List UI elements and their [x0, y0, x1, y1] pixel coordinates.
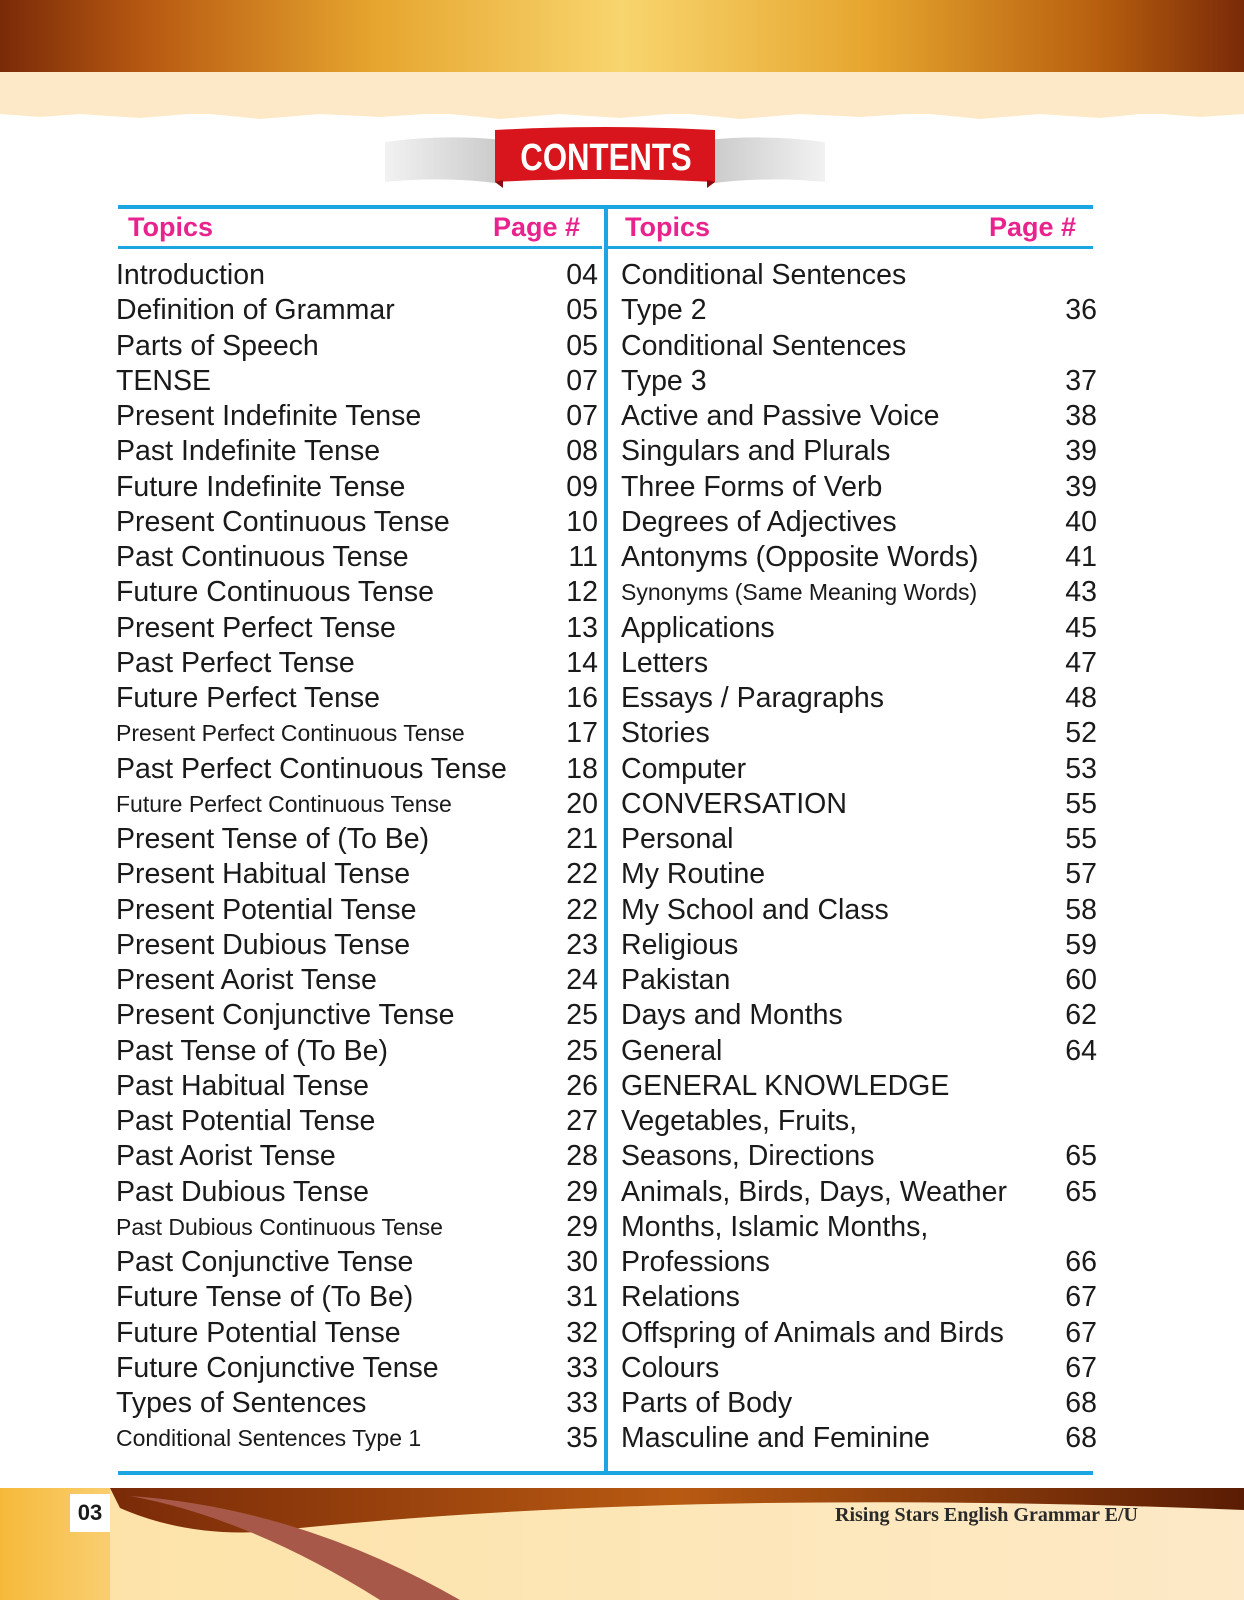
contents-row	[621, 681, 1096, 716]
topic-label: GENERAL KNOWLEDGE	[621, 1069, 950, 1102]
contents-row	[116, 505, 596, 540]
contents-row	[116, 893, 596, 928]
contents-row	[621, 1351, 1096, 1386]
topic-label: Past Aorist Tense	[116, 1140, 336, 1173]
page-number-label: 04	[566, 259, 598, 291]
topic-label: Present Indefinite Tense	[116, 400, 422, 432]
topic-label: Letters	[621, 646, 709, 679]
contents-row	[621, 1104, 1096, 1139]
left-page-header: Page #	[493, 212, 581, 242]
contents-row	[621, 611, 1096, 646]
page-number-label: 22	[566, 858, 598, 891]
contents-row	[621, 1034, 1096, 1069]
page-number-label: 55	[1065, 823, 1097, 855]
page-number-label: 58	[1065, 893, 1097, 926]
page-number-label: 65	[1065, 1175, 1097, 1208]
page-number-label: 27	[566, 1105, 598, 1137]
page-number-label: 17	[566, 717, 598, 750]
contents-row	[621, 329, 1096, 364]
page-number-label: 23	[566, 928, 598, 961]
page-number-label: 52	[1065, 717, 1097, 750]
topic-label: Applications	[621, 611, 775, 644]
page-number-label: 25	[566, 1034, 598, 1067]
contents-row	[621, 1245, 1096, 1280]
contents-row	[621, 1210, 1096, 1245]
topic-label: Future Indefinite Tense	[116, 470, 406, 503]
topic-label: Colours	[621, 1351, 720, 1384]
topic-label: Present Perfect Tense	[116, 611, 396, 644]
topic-label: Offspring of Animals and Birds	[621, 1316, 1004, 1349]
topic-label: Parts of Body	[621, 1387, 793, 1419]
contents-row	[116, 611, 596, 646]
topic-label: Degrees of Adjectives	[621, 505, 897, 538]
right-page-header: Page #	[989, 212, 1077, 242]
page-number-label: 18	[566, 752, 598, 785]
contents-row	[621, 857, 1096, 892]
page-number-label: 20	[566, 787, 598, 820]
contents-row	[116, 470, 596, 505]
topic-label: Personal	[621, 823, 734, 855]
contents-row	[621, 258, 1096, 293]
topic-label: Present Potential Tense	[116, 893, 417, 926]
page-number-label: 38	[1065, 400, 1097, 432]
contents-row	[116, 1245, 596, 1280]
header-underline-right	[606, 246, 1093, 249]
right-contents-column	[621, 258, 1096, 1457]
topic-label: Past Dubious Tense	[116, 1175, 369, 1208]
page-number-label: 67	[1065, 1351, 1097, 1384]
header-underline-left	[118, 246, 602, 249]
page-number-label: 62	[1065, 999, 1097, 1032]
page-number-label: 11	[568, 541, 598, 573]
contents-row	[621, 998, 1096, 1033]
topic-label: Active and Passive Voice	[621, 400, 940, 432]
topic-label: Type 2	[621, 294, 707, 327]
page-number-label: 05	[566, 294, 598, 327]
contents-row	[621, 963, 1096, 998]
topic-label: Past Conjunctive Tense	[116, 1246, 414, 1278]
contents-row	[621, 575, 1096, 610]
contents-row	[116, 1386, 596, 1421]
topic-label: Synonyms (Same Meaning Words)	[621, 579, 978, 606]
page-number-label: 32	[566, 1316, 598, 1349]
contents-row	[116, 646, 596, 681]
topic-label: Present Dubious Tense	[116, 928, 411, 961]
contents-row	[116, 399, 596, 434]
topic-label: Days and Months	[621, 999, 843, 1032]
topic-label: Introduction	[116, 259, 265, 291]
page-number-label: 67	[1065, 1281, 1097, 1314]
page-number-label: 26	[566, 1069, 598, 1102]
contents-row	[116, 1280, 596, 1315]
page-number-label: 31	[566, 1281, 598, 1314]
contents-row	[621, 1386, 1096, 1421]
contents-row	[621, 364, 1096, 399]
page-number-label: 39	[1065, 435, 1097, 468]
contents-row	[116, 963, 596, 998]
column-divider	[604, 205, 608, 1475]
page-number-label: 39	[1065, 470, 1097, 503]
topic-label: General	[621, 1034, 723, 1067]
contents-row	[116, 857, 596, 892]
topic-label: Past Perfect Tense	[116, 646, 355, 679]
contents-row	[116, 822, 596, 857]
page-number-label: 36	[1065, 294, 1097, 327]
book-title: Rising Stars English Grammar E/U	[835, 1504, 1138, 1526]
topic-label: Professions	[621, 1246, 770, 1278]
topic-label: CONVERSATION	[621, 787, 847, 820]
page-number-label: 33	[566, 1351, 598, 1384]
topic-label: Relations	[621, 1281, 740, 1314]
topic-label: Future Perfect Continuous Tense	[116, 790, 452, 817]
page-number-label: 37	[1065, 364, 1097, 397]
contents-row	[621, 434, 1096, 469]
contents-row	[116, 1210, 596, 1245]
topic-label: Past Dubious Continuous Tense	[116, 1213, 443, 1240]
contents-row	[116, 998, 596, 1033]
page-number-label: 48	[1065, 682, 1097, 714]
contents-row	[621, 1316, 1096, 1351]
topic-label: Past Potential Tense	[116, 1105, 376, 1137]
topic-label: Present Tense of (To Be)	[116, 823, 430, 855]
topic-label: Conditional Sentences Type 1	[116, 1425, 422, 1452]
topic-label: Seasons, Directions	[621, 1140, 875, 1173]
topic-label: Animals, Birds, Days, Weather	[621, 1175, 1007, 1208]
left-contents-column	[116, 258, 596, 1457]
page-number-label: 21	[566, 823, 598, 855]
topic-label: Essays / Paragraphs	[621, 682, 884, 714]
contents-row	[116, 575, 596, 610]
page-number-label: 35	[566, 1422, 598, 1455]
topic-label: Parts of Speech	[116, 329, 319, 362]
page-number-label: 64	[1065, 1034, 1097, 1067]
topic-label: Future Potential Tense	[116, 1316, 401, 1349]
page-number-label: 29	[566, 1175, 598, 1208]
page-number-label: 09	[566, 470, 598, 503]
topic-label: Future Tense of (To Be)	[116, 1281, 414, 1314]
page-title: CONTENTS	[520, 137, 692, 179]
topic-label: My School and Class	[621, 893, 889, 926]
topic-label: Pakistan	[621, 964, 731, 996]
page-number-label: 30	[566, 1246, 598, 1278]
topic-label: Present Continuous Tense	[116, 505, 450, 538]
left-topics-header: Topics	[128, 212, 214, 242]
page-number-label: 53	[1065, 752, 1097, 785]
page-number-label: 25	[566, 999, 598, 1032]
page-number-label: 68	[1065, 1422, 1097, 1455]
page-number-label: 07	[566, 400, 598, 432]
page-number: 03	[70, 1494, 110, 1532]
contents-row	[621, 293, 1096, 328]
contents-row	[621, 787, 1096, 822]
contents-row	[621, 1280, 1096, 1315]
page-number-label: 33	[566, 1387, 598, 1419]
page-number-label: 60	[1065, 964, 1097, 996]
topic-label: Singulars and Plurals	[621, 435, 891, 468]
page-number-label: 05	[566, 329, 598, 362]
topic-label: Past Tense of (To Be)	[116, 1034, 388, 1067]
contents-row	[116, 787, 596, 822]
topic-label: Present Habitual Tense	[116, 858, 411, 891]
contents-row	[621, 893, 1096, 928]
contents-row	[621, 716, 1096, 751]
contents-row	[621, 928, 1096, 963]
topic-label: Present Perfect Continuous Tense	[116, 720, 465, 747]
topic-label: Vegetables, Fruits,	[621, 1105, 858, 1137]
contents-row	[116, 434, 596, 469]
topic-label: Conditional Sentences	[621, 259, 907, 291]
contents-row	[116, 258, 596, 293]
page-number-label: 28	[566, 1140, 598, 1173]
topic-label: Present Aorist Tense	[116, 964, 377, 996]
contents-row	[116, 1175, 596, 1210]
page-number-label: 07	[566, 364, 598, 397]
contents-row	[116, 329, 596, 364]
topic-label: Type 3	[621, 364, 707, 397]
page-number-label: 67	[1065, 1316, 1097, 1349]
topic-label: Future Conjunctive Tense	[116, 1351, 439, 1384]
contents-row	[621, 470, 1096, 505]
contents-row	[621, 752, 1096, 787]
topic-label: Definition of Grammar	[116, 294, 395, 327]
contents-row	[621, 822, 1096, 857]
contents-row	[621, 1175, 1096, 1210]
torn-paper-edge	[0, 108, 1244, 124]
topic-label: Past Perfect Continuous Tense	[116, 752, 507, 785]
page-number-label: 24	[566, 964, 598, 996]
contents-row	[621, 505, 1096, 540]
top-decorative-band	[0, 0, 1244, 72]
contents-row	[621, 1069, 1096, 1104]
contents-row	[621, 1139, 1096, 1174]
topic-label: Past Continuous Tense	[116, 541, 409, 573]
page-number-label: 68	[1065, 1387, 1097, 1419]
contents-row	[621, 540, 1096, 575]
topic-label: Antonyms (Opposite Words)	[621, 541, 979, 573]
contents-row	[116, 681, 596, 716]
contents-row	[116, 540, 596, 575]
contents-row	[116, 752, 596, 787]
page-number-label: 12	[566, 576, 598, 609]
topic-label: Past Indefinite Tense	[116, 435, 381, 468]
topic-label: TENSE	[116, 364, 212, 397]
contents-row	[116, 1139, 596, 1174]
contents-row	[116, 1069, 596, 1104]
page-number-label: 40	[1065, 505, 1097, 538]
page-number-label: 59	[1065, 928, 1097, 961]
contents-row	[621, 646, 1096, 681]
page-number-label: 55	[1065, 787, 1097, 820]
table-bottom-rule	[118, 1471, 1093, 1475]
right-topics-header: Topics	[625, 212, 711, 242]
topic-label: Months, Islamic Months,	[621, 1210, 929, 1243]
topic-label: Masculine and Feminine	[621, 1422, 930, 1455]
contents-row	[116, 364, 596, 399]
contents-row	[116, 1421, 596, 1456]
contents-row	[116, 716, 596, 751]
topic-label: Religious	[621, 928, 739, 961]
contents-row	[621, 1421, 1096, 1456]
page-number-label: 57	[1065, 858, 1097, 891]
contents-row	[116, 1104, 596, 1139]
contents-row	[116, 928, 596, 963]
topic-label: Computer	[621, 752, 747, 785]
contents-row	[116, 1351, 596, 1386]
topic-label: Types of Sentences	[116, 1387, 367, 1419]
topic-label: Future Continuous Tense	[116, 576, 434, 609]
page-number-label: 14	[566, 646, 598, 679]
page-number-label: 65	[1065, 1140, 1097, 1173]
page-number-label: 45	[1065, 611, 1097, 644]
topic-label: Stories	[621, 717, 710, 750]
page-number-label: 10	[566, 505, 598, 538]
topic-label: Conditional Sentences	[621, 329, 907, 362]
topic-label: Three Forms of Verb	[621, 470, 883, 503]
contents-row	[116, 1316, 596, 1351]
page-number-label: 47	[1065, 646, 1097, 679]
page-number-label: 41	[1065, 541, 1097, 573]
topic-label: Present Conjunctive Tense	[116, 999, 455, 1032]
topic-label: Future Perfect Tense	[116, 682, 381, 714]
page-number-label: 66	[1065, 1246, 1097, 1278]
contents-row	[116, 1034, 596, 1069]
page-number-label: 13	[566, 611, 598, 644]
contents-row	[621, 399, 1096, 434]
page-number-label: 22	[566, 893, 598, 926]
topic-label: Past Habitual Tense	[116, 1069, 369, 1102]
topic-label: My Routine	[621, 858, 766, 891]
page-number-label: 08	[566, 435, 598, 468]
page-number-label: 16	[566, 682, 598, 714]
contents-row	[116, 293, 596, 328]
page-number-label: 29	[566, 1210, 598, 1243]
page-number-label: 43	[1065, 576, 1097, 609]
